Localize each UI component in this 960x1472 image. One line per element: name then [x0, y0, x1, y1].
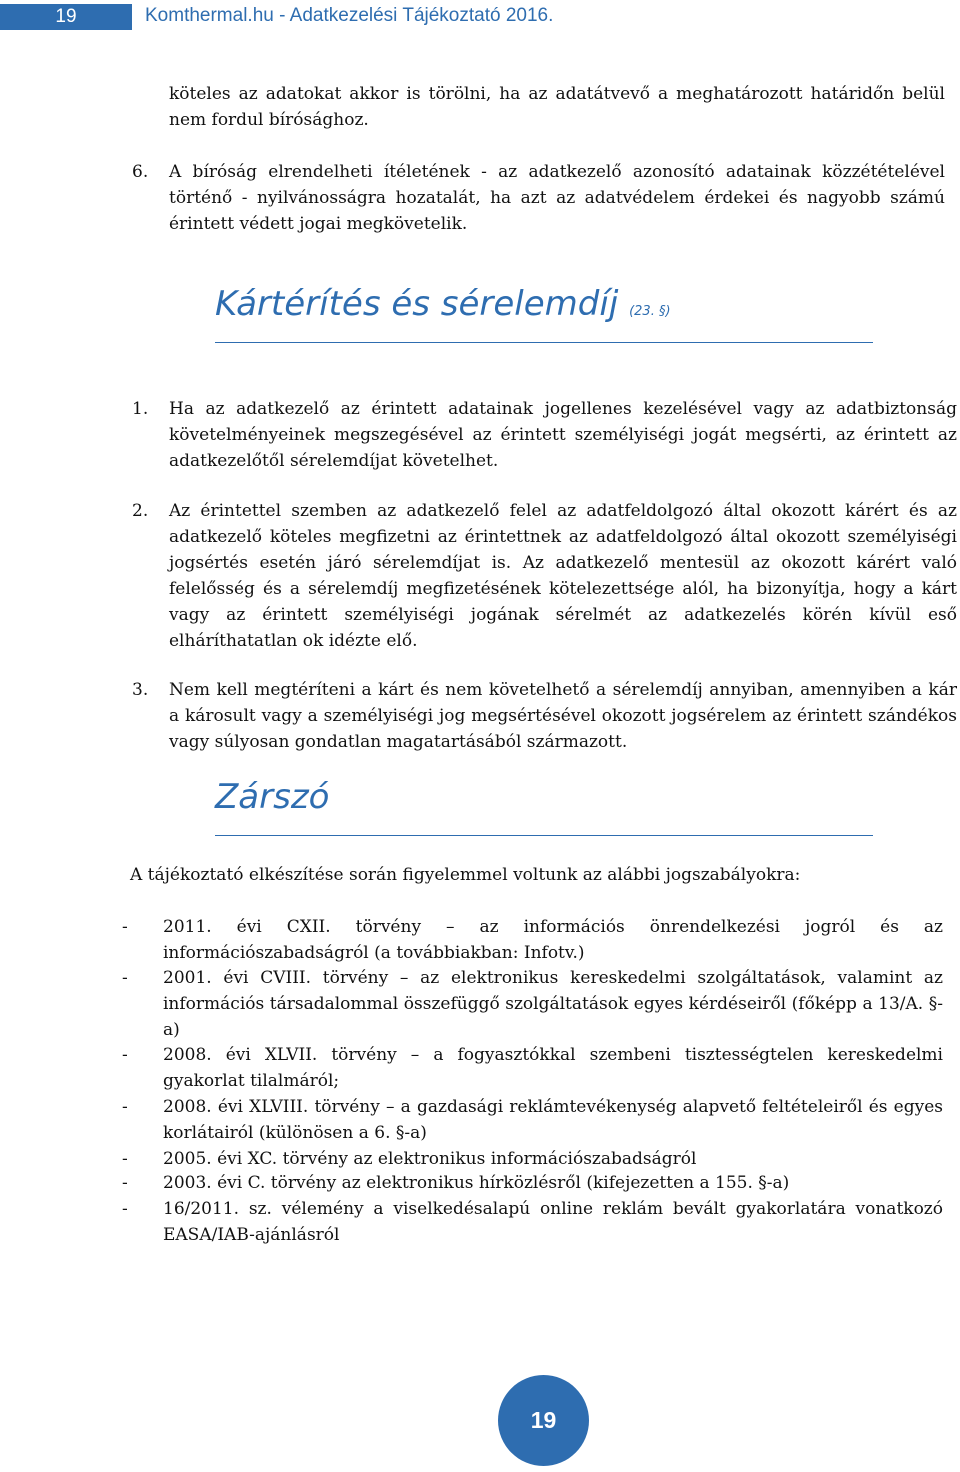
list-bullet: -	[122, 1097, 128, 1117]
list-bullet: -	[122, 917, 128, 937]
section-title-text: Kártérítés és sérelemdíj	[215, 284, 619, 324]
section-title-compensation	[215, 280, 671, 336]
list-bullet: -	[122, 968, 128, 988]
section-divider	[215, 342, 873, 343]
continuation-paragraph: köteles az adatokat akkor is törölni, ha az adatátvevő a meghatározott határidőn belül nem fordul bírósághoz.	[169, 84, 945, 130]
page-header	[0, 0, 960, 34]
item-6-number: 6.	[132, 162, 149, 182]
law-item: 2011. évi CXII. törvény – az információs önrendelkezési jogról és az információszabadságról (a továbbiakban: Infotv.)	[163, 917, 943, 963]
law-item: 16/2011. sz. vélemény a viselkedésalapú online reklám bevált gyakorlatára vonatkozó EASA/IAB-ajánlásról	[163, 1199, 943, 1245]
list-item-number: 1.	[132, 399, 149, 419]
laws-intro: A tájékoztató elkészítése során figyelemmel voltunk az alábbi jogszabályokra:	[130, 865, 801, 885]
section-reference: (23. §)	[629, 304, 671, 319]
list-item-number: 2.	[132, 501, 149, 521]
item-6-text: A bíróság elrendelheti ítéletének - az adatkezelő azonosító adatainak közzétételével történő - nyilvánosságra hozatalát, ha azt az adatvédelem érdekei és nagyobb számú érintett védett jogai megkövetelik.	[169, 162, 945, 234]
header-title: Komthermal.hu - Adatkezelési Tájékoztató 2016.	[145, 5, 554, 26]
section-divider	[215, 835, 873, 836]
law-item: 2001. évi CVIII. törvény – az elektronikus kereskedelmi szolgáltatások, valamint az információs társadalommal összefüggő szolgáltatások egyes kérdéseiről (főképp a 13/A. §-a)	[163, 968, 943, 1040]
law-item: 2005. évi XC. törvény az elektronikus információszabadságról	[163, 1149, 697, 1169]
list-bullet: -	[122, 1045, 128, 1065]
footer-page-number: 19	[498, 1375, 589, 1466]
list-item-text: Nem kell megtéríteni a kárt és nem követelhető a sérelemdíj annyiban, amennyiben a kár a károsult vagy a személyiségi jog megsértésével okozott jogsérelem az érintett szándékos vagy súlyosan gondatlan magatartásából származott.	[169, 680, 957, 752]
list-bullet: -	[122, 1149, 128, 1169]
list-item-text: Ha az adatkezelő az érintett adatainak jogellenes kezelésével vagy az adatbiztonság követelményeinek megszegésével az érintett személyiségi jogát megsérti, az érintett az adatkezelőtől sérelemdíjat követelhet.	[169, 399, 957, 471]
law-item: 2008. évi XLVIII. törvény – a gazdasági reklámtevékenység alapvető feltételeiről és egyes korlátairól (különösen a 6. §-a)	[163, 1097, 943, 1143]
section-title-closing: Zárszó	[215, 777, 330, 817]
list-bullet: -	[122, 1173, 128, 1193]
law-item: 2008. évi XLVII. törvény – a fogyasztókkal szembeni tisztességtelen kereskedelmi gyakorlat tilalmáról;	[163, 1045, 943, 1091]
header-page-number: 19	[0, 4, 132, 30]
list-item-text: Az érintettel szemben az adatkezelő felel az adatfeldolgozó által okozott kárért és az adatkezelő köteles megfizetni az érintettnek az adatfeldolgozó által okozott személyiségi jogsértés esetén járó sérelemdíjat is. Az adatkezelő mentesül az okozott kárért való felelősség és a sérelemdíj megfizetésének kötelezettsége alól, ha bizonyítja, hogy a kárt vagy az érintett személyiségi jogának sérelmét az adatkezelés körén kívül eső elháríthatatlan ok idézte elő.	[169, 501, 957, 651]
law-item: 2003. évi C. törvény az elektronikus hírközlésről (kifejezetten a 155. §-a)	[163, 1173, 790, 1193]
list-bullet: -	[122, 1199, 128, 1219]
list-item-number: 3.	[132, 680, 149, 700]
